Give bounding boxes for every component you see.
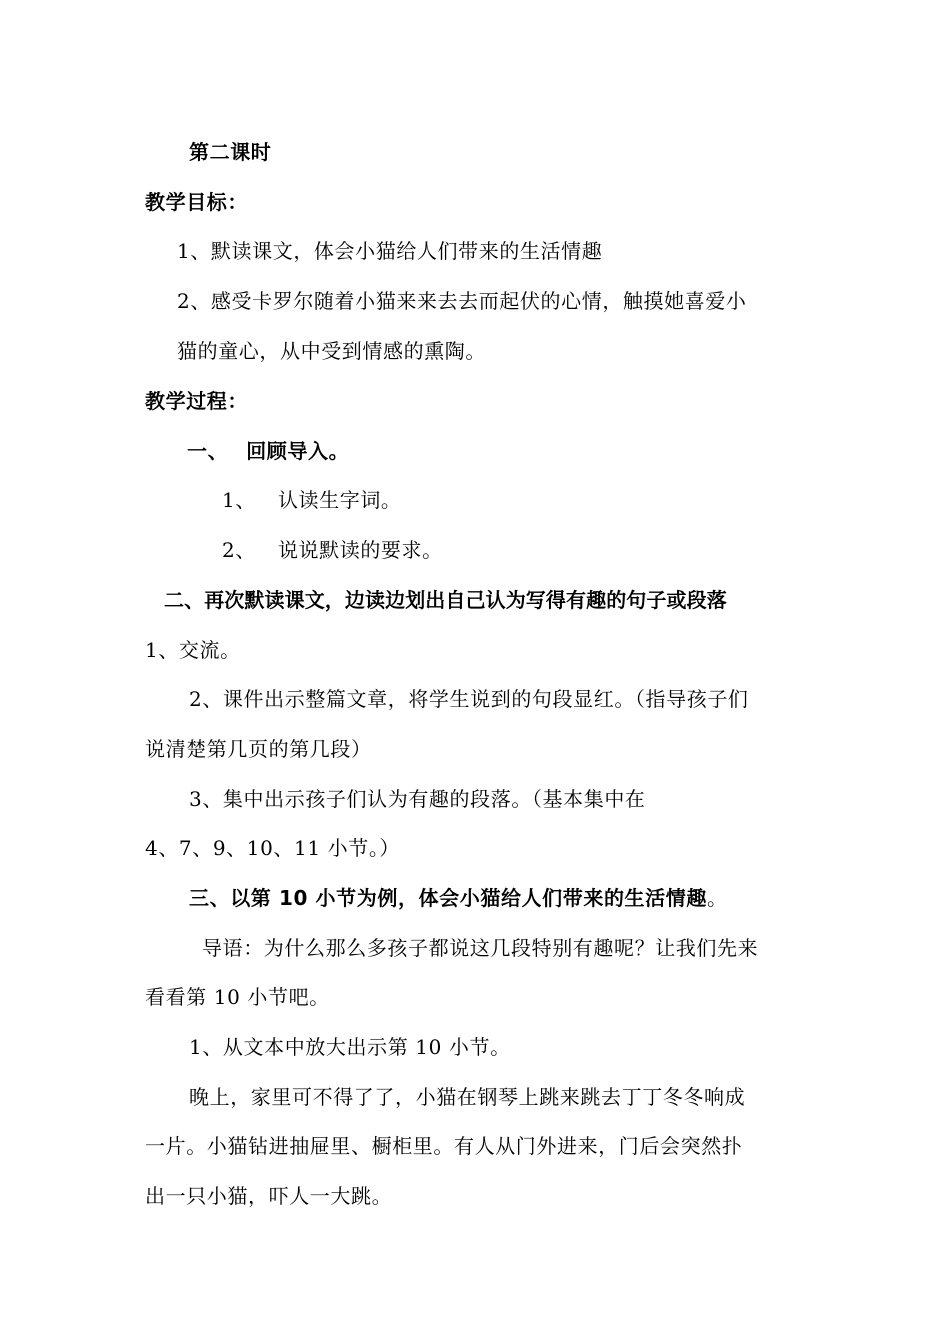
section-1-heading (187, 437, 349, 465)
item-number: 1、 (222, 488, 256, 512)
section-2-item-3-line1: 3、集中出示孩子们认为有趣的段落。（基本集中在 (189, 787, 646, 811)
section-1-item-1 (222, 486, 402, 514)
section-1-title: 回顾导入。 (246, 439, 350, 463)
passage-line2: 一片。小猫钻进抽屉里、橱柜里。有人从门外进来，门后会突然扑 (145, 1134, 743, 1158)
objectives-heading: 教学目标： (145, 190, 248, 214)
section-3-heading (189, 884, 728, 912)
section-2-item-1: 1、交流。 (145, 638, 241, 662)
item-number: 2、 (222, 538, 256, 562)
section-3-item-1: 1、从文本中放大出示第 10 小节。 (189, 1035, 511, 1059)
passage-line3: 出一只小猫，吓人一大跳。 (145, 1184, 393, 1208)
lesson-title: 第二课时 (189, 140, 272, 164)
intro-line2: 看看第 10 小节吧。 (145, 985, 330, 1009)
passage-line1: 晚上，家里可不得了了，小猫在钢琴上跳来跳去丁丁冬冬响成 (189, 1085, 746, 1109)
section-3-title: 三、以第 10 小节为例，体会小猫给人们带来的生活情趣 (189, 886, 707, 910)
objective-2-line2: 猫的童心，从中受到情感的熏陶。 (177, 339, 486, 363)
section-1-item-2 (222, 536, 443, 564)
intro-line1: 导语：为什么那么多孩子都说这几段特别有趣呢？让我们先来 (202, 936, 759, 960)
section-2-item-3-line2: 4、7、9、10、11 小节。） (145, 836, 401, 860)
objective-2-line1: 2、感受卡罗尔随着小猫来来去去而起伏的心情，触摸她喜爱小 (177, 289, 747, 313)
section-1-number: 一、 (187, 439, 229, 463)
process-heading: 教学过程： (145, 389, 248, 413)
section-2-heading: 二、再次默读课文，边读边划出自己认为写得有趣的句子或段落 (164, 588, 727, 612)
section-2-item-2-line2: 说清楚第几页的第几段） (145, 737, 372, 761)
item-text: 说说默读的要求。 (277, 538, 443, 562)
objective-1: 1、默读课文，体会小猫给人们带来的生活情趣 (177, 239, 603, 263)
section-2-item-2-line1: 2、课件出示整篇文章，将学生说到的句段显红。（指导孩子们 (189, 687, 749, 711)
section-3-tail: 。 (706, 886, 728, 910)
item-text: 认读生字词。 (277, 488, 402, 512)
